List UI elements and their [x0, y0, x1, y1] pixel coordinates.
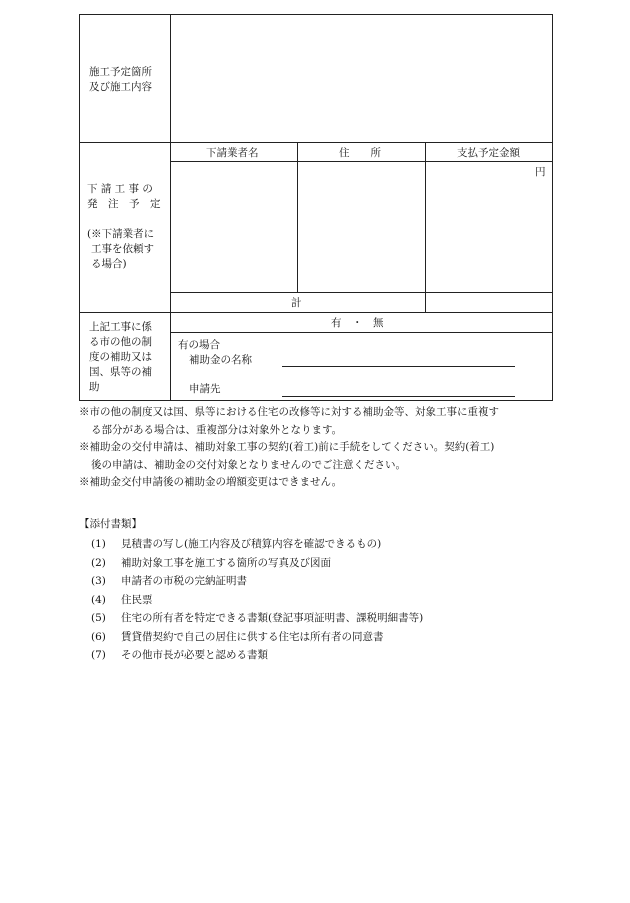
col-header-address: 住 所 — [339, 147, 381, 159]
list-item: (4) 住民票 — [91, 593, 153, 606]
col-header-contractor-name: 下請業者名 — [206, 147, 259, 159]
row-divider — [80, 142, 552, 143]
applicant-label: 申請先 — [189, 383, 221, 395]
note-line: る部分がある場合は、重複部分は対象外となります。 — [91, 423, 343, 436]
application-form-table — [79, 14, 553, 401]
subsidy-name-field[interactable] — [282, 366, 515, 367]
subsidy-name-label: 補助金の名称 — [189, 354, 252, 366]
row-divider — [171, 332, 552, 333]
applicant-field[interactable] — [282, 396, 515, 397]
column-divider — [425, 142, 426, 312]
list-item: (5) 住宅の所有者を特定できる書類(登記事項証明書、課税明細書等) — [91, 612, 424, 624]
list-item: (3) 申請者の市税の完納証明書 — [91, 575, 247, 587]
row-divider — [171, 292, 552, 293]
construction-site-label: 施工予定箇所 及び施工内容 — [89, 66, 152, 93]
list-item: (2) 補助対象工事を施工する箇所の写真及び図面 — [91, 556, 331, 569]
column-divider — [170, 15, 171, 400]
list-item: (1) 見積書の写し(施工内容及び積算内容を確認できるもの) — [91, 538, 382, 550]
note-line: ※市の他の制度又は国、県等における住宅の改修等に対する補助金等、対象工事に重複す — [79, 406, 499, 418]
yes-no-choice[interactable]: 有 ・ 無 — [331, 317, 384, 329]
subcontract-label: 下 請 工 事 の 発 注 予 定 (※下請業者に 工事を依頼す る場合) — [87, 183, 161, 270]
col-header-payment-amount: 支払予定金額 — [457, 147, 520, 159]
yen-unit: 円 — [535, 166, 546, 178]
note-line: ※補助金交付申請後の補助金の増額変更はできません。 — [79, 476, 343, 488]
notes-section — [79, 404, 559, 492]
list-item: (7) その他市長が必要と認める書類 — [91, 649, 268, 661]
subsidy-label: 上記工事に係 る市の他の制 度の補助又は 国、県等の補 助 — [89, 321, 152, 393]
attachments-list — [91, 535, 423, 665]
total-label: 計 — [291, 297, 302, 309]
if-yes-label: 有の場合 — [178, 339, 220, 351]
note-line: ※補助金の交付申請は、補助対象工事の契約(着工)前に手続をしてください。契約(着工) — [79, 441, 495, 453]
column-divider — [297, 142, 298, 292]
note-line: 後の申請は、補助金の交付対象となりませんのでご注意ください。 — [91, 458, 406, 471]
row-divider — [80, 312, 552, 313]
attachments-title: 【添付書類】 — [79, 518, 142, 530]
list-item: (6) 賃貸借契約で自己の居住に供する住宅は所有者の同意書 — [91, 630, 384, 643]
row-divider — [171, 161, 552, 162]
